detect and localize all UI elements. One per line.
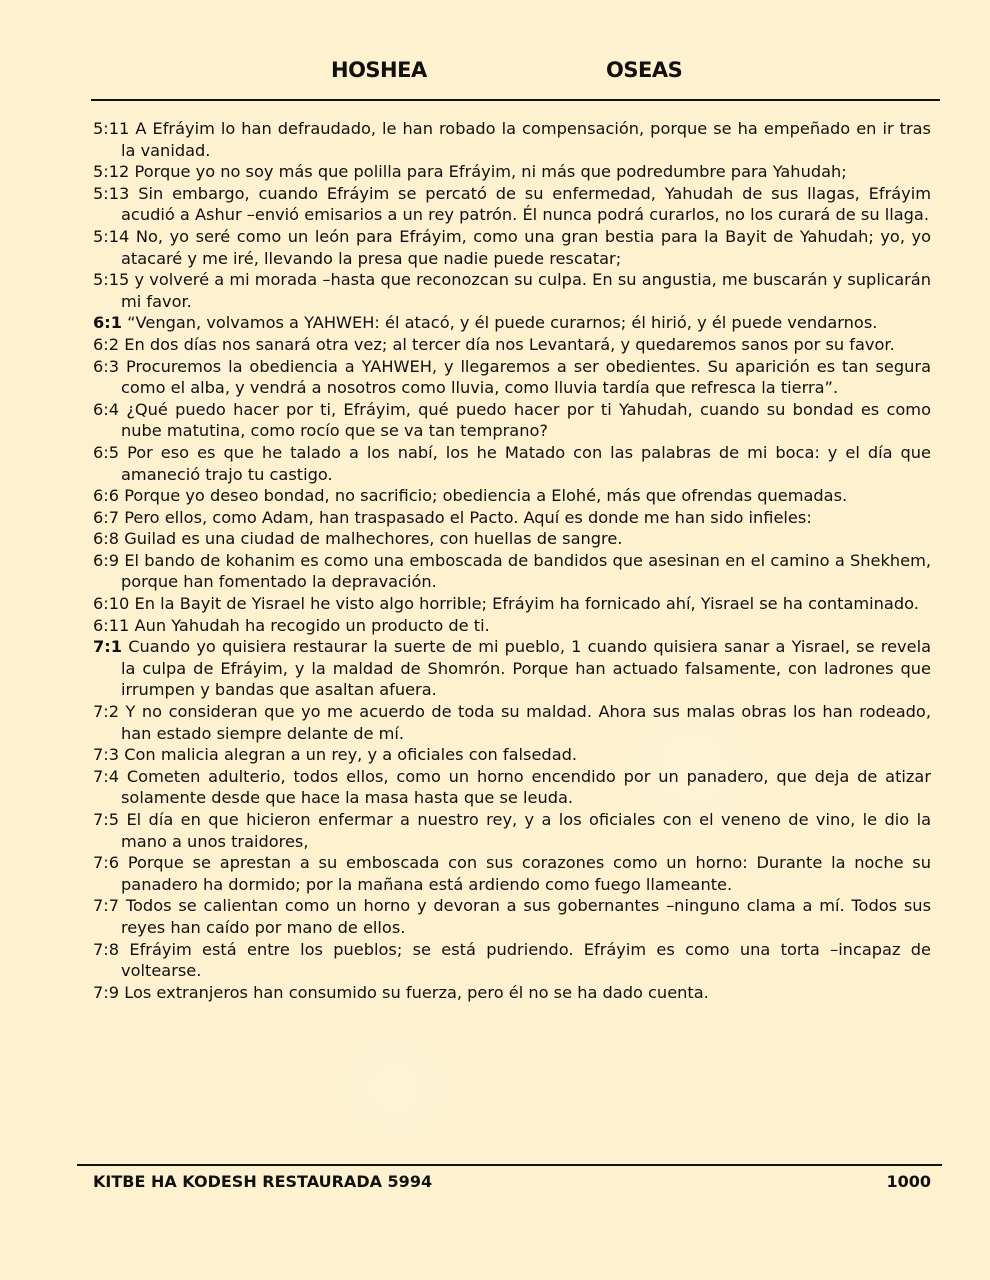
- verse-ref: 6:9: [93, 550, 120, 570]
- verse-ref: 7:8: [93, 939, 120, 959]
- verse-ref: 7:4: [93, 766, 120, 786]
- verse-5-14: [93, 226, 931, 269]
- verse-text: En la Bayit de Yisrael he visto algo horrible; Efráyim ha fornicado ahí, Yisrael se ha contaminado.: [134, 594, 919, 614]
- verse-5-15: [93, 269, 931, 312]
- verse-ref: 7:7: [93, 896, 120, 916]
- verse-5-12: [93, 161, 931, 183]
- verse-5-13: [93, 183, 931, 226]
- verse-7-9: [93, 982, 931, 1004]
- verse-text: y volveré a mi morada –hasta que reconozcan su culpa. En su angustia, me buscarán y suplicarán mi favor.: [121, 270, 931, 311]
- verse-ref: 6:3: [93, 356, 120, 376]
- verse-7-2: [93, 701, 931, 744]
- verse-6-2: [93, 334, 931, 356]
- verse-7-4: [93, 766, 931, 809]
- verse-text: Procuremos la obediencia a YAHWEH, y llegaremos a ser obedientes. Su aparición es tan segura como el alba, y vendrá a nosotros como lluvia, como lluvia tardía que refresca la tierra”.: [121, 356, 931, 398]
- verse-6-6: [93, 485, 931, 507]
- verse-ref: 5:12: [93, 162, 130, 182]
- verse-text: Aun Yahudah ha recogido un producto de ti.: [134, 615, 490, 635]
- footer-rule: [77, 1164, 942, 1166]
- verse-text: El bando de kohanim es como una emboscada de bandidos que asesinan en el camino a Shekhem, porque han fomentado la depravación.: [121, 550, 931, 592]
- page-footer: [0, 1172, 990, 1194]
- verse-ref: 5:15: [93, 270, 130, 290]
- verse-ref: 5:14: [93, 226, 130, 246]
- verse-ref: 6:8: [93, 529, 120, 549]
- header-title-spanish: OSEAS: [606, 58, 683, 82]
- verse-ref: 6:6: [93, 486, 120, 506]
- verse-text: Cuando yo quisiera restaurar la suerte de mi pueblo, 1 cuando quisiera sanar a Yisrael, se revela la culpa de Efráyim, y la maldad de Shomrón. Porque han actuado falsamente, con ladrones que irrumpen y bandas que asaltan afuera.: [121, 637, 931, 700]
- verse-text: Guilad es una ciudad de malhechores, con huellas de sangre.: [124, 529, 623, 549]
- verse-ref: 5:11: [93, 119, 130, 138]
- verse-7-6: [93, 852, 931, 895]
- verse-text: ¿Qué puedo hacer por ti, Efráyim, qué puedo hacer por ti Yahudah, cuando su bondad es como nube matutina, como rocío que se va tan temprano?: [121, 399, 931, 441]
- page-number: 1000: [886, 1172, 931, 1191]
- verse-text: Cometen adulterio, todos ellos, como un horno encendido por un panadero, que deja de atizar solamente desde que hace la masa hasta que se leuda.: [121, 766, 931, 808]
- verse-ref: 7:3: [93, 745, 120, 765]
- verse-6-9: [93, 550, 931, 593]
- verse-6-5: [93, 442, 931, 485]
- verse-text: Por eso es que he talado a los nabí, los he Matado con las palabras de mi boca: y el día que amaneció trajo tu castigo.: [121, 442, 931, 484]
- chapter-start-ref: 6:1: [93, 313, 122, 333]
- header-rule: [91, 99, 940, 101]
- verse-7-8: [93, 939, 931, 982]
- verse-text: No, yo seré como un león para Efráyim, como una gran bestia para la Bayit de Yahudah; yo, yo atacaré y me iré, llevando la presa que nadie puede rescatar;: [121, 226, 931, 268]
- verse-ref: 6:11: [93, 615, 130, 635]
- verse-text: Los extranjeros han consumido su fuerza, pero él no se ha dado cuenta.: [124, 982, 709, 1002]
- verse-text: Todos se calientan como un horno y devoran a sus gobernantes –ninguno clama a mí. Todos sus reyes han caído por mano de ellos.: [121, 896, 932, 937]
- verse-ref: 6:5: [93, 442, 120, 462]
- verse-6-8: [93, 528, 931, 550]
- verse-6-10: [93, 593, 931, 615]
- verse-text: Con malicia alegran a un rey, y a oficiales con falsedad.: [124, 745, 578, 765]
- verse-ref: 7:2: [93, 702, 120, 722]
- verse-text: El día en que hicieron enfermar a nuestro rey, y a los oficiales con el veneno de vino, le dio la mano a unos traidores,: [121, 810, 931, 851]
- verse-text: Sin embargo, cuando Efráyim se percató de su enfermedad, Yahudah de sus llagas, Efráyim acudió a Ashur –envió emisarios a un rey patrón. Él nunca podrá curarlos, no los curará de su llaga.: [121, 183, 931, 225]
- verse-6-3: [93, 356, 931, 399]
- verse-text: A Efráyim lo han defraudado, le han robado la compensación, porque se ha empeñado en ir tras la vanidad.: [121, 119, 931, 160]
- verse-list: [93, 118, 931, 1003]
- verse-ref: 6:10: [93, 594, 130, 614]
- verse-ref: 6:2: [93, 334, 120, 354]
- verse-text: Porque yo deseo bondad, no sacrificio; obediencia a Elohé, más que ofrendas quemadas.: [124, 486, 848, 506]
- verse-text: “Vengan, volvamos a YAHWEH: él atacó, y él puede curarnos; él hirió, y él puede vendarnos.: [127, 313, 878, 333]
- verse-6-7: [93, 507, 931, 529]
- verse-text: Efráyim está entre los pueblos; se está pudriendo. Efráyim es como una torta –incapaz de voltearse.: [121, 939, 931, 981]
- verse-ref: 6:7: [93, 507, 120, 527]
- verse-6-11: [93, 615, 931, 637]
- verse-text: Porque yo no soy más que polilla para Efráyim, ni más que podredumbre para Yahudah;: [134, 162, 847, 182]
- footer-book-title: KITBE HA KODESH RESTAURADA 5994: [93, 1172, 433, 1191]
- verse-ref: 7:9: [93, 982, 120, 1002]
- verse-7-7: [93, 895, 931, 938]
- verse-ref: 6:4: [93, 399, 120, 419]
- verse-text: Y no consideran que yo me acuerdo de toda su maldad. Ahora sus malas obras los han rodeado, han estado siempre delante de mí.: [121, 702, 931, 743]
- verse-5-11: [93, 118, 931, 161]
- chapter-start-ref: 7:1: [93, 637, 122, 657]
- verse-6-1: [93, 312, 931, 334]
- verse-text: Porque se aprestan a su emboscada con sus corazones como un horno: Durante la noche su panadero ha dormido; por la mañana está ardiendo como fuego llameante.: [121, 853, 931, 894]
- verse-ref: 5:13: [93, 183, 130, 203]
- verse-7-1: [93, 636, 931, 701]
- page-header: [0, 58, 990, 92]
- verse-text: Pero ellos, como Adam, han traspasado el Pacto. Aquí es donde me han sido infieles:: [124, 507, 812, 527]
- verse-ref: 7:5: [93, 810, 120, 829]
- verse-text: En dos días nos sanará otra vez; al tercer día nos Levantará, y quedaremos sanos por su favor.: [124, 334, 895, 354]
- verse-7-5: [93, 809, 931, 852]
- header-title-hebrew: HOSHEA: [331, 58, 427, 82]
- verse-6-4: [93, 399, 931, 442]
- verse-ref: 7:6: [93, 853, 120, 873]
- verse-7-3: [93, 744, 931, 766]
